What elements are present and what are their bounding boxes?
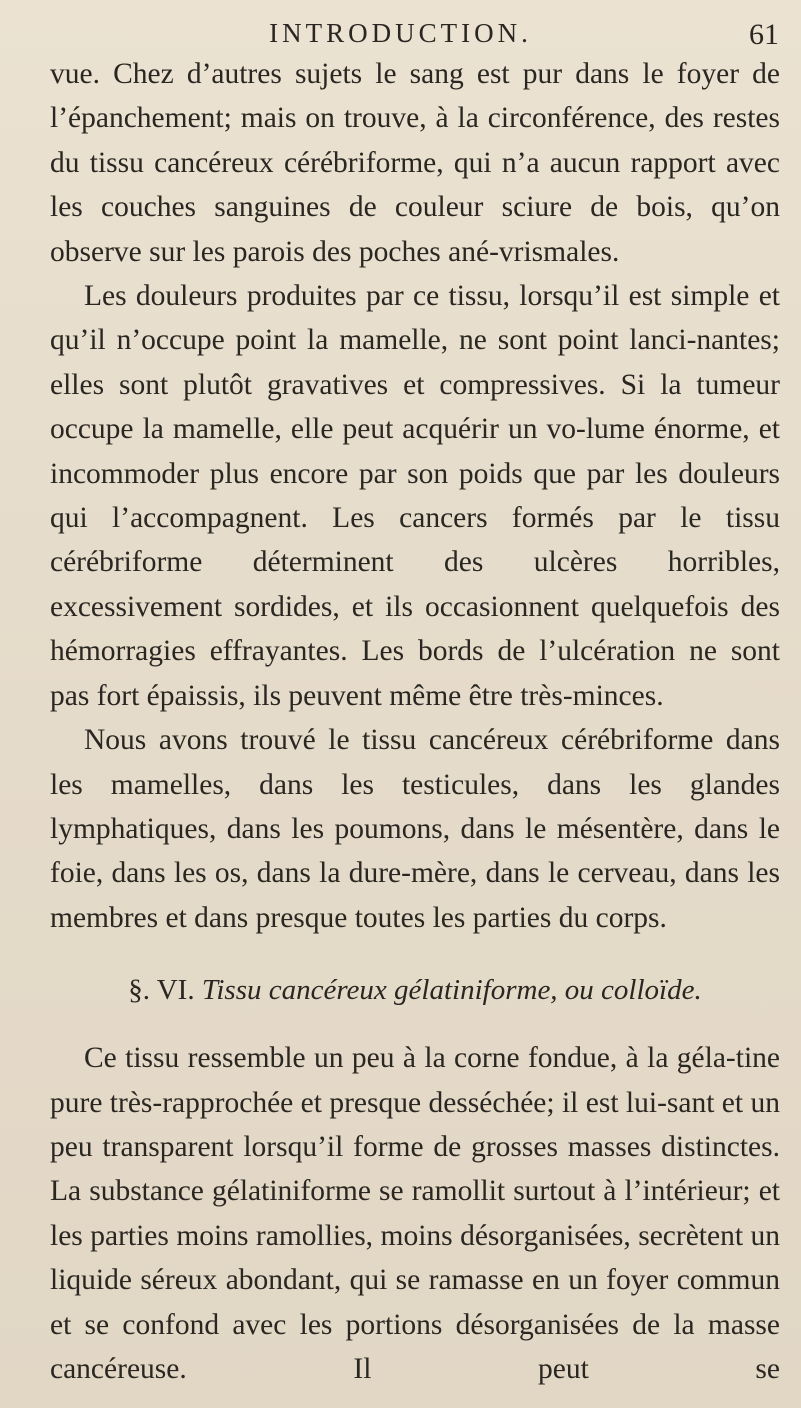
section-heading — [50, 968, 780, 1012]
section-title: Tissu cancéreux gélatiniforme, ou colloïde. — [201, 974, 702, 1007]
section-number: §. VI. — [128, 974, 195, 1007]
paragraph-locations: Nous avons trouvé le tissu cancéreux cérébriforme dans les mamelles, dans les testicules, dans les glandes lymphatiques, dans les poumons, dans le mésentère, dans le foie, dans les os, dans la dure-mère, dans le cerveau, dans les membres et dans presque toutes les parties du corps. — [50, 724, 780, 934]
paragraph-pain: Les douleurs produites par ce tissu, lorsqu’il est simple et qu’il n’occupe point la mamelle, ne sont point lanci-nantes; elles sont plutôt gravatives et compressives. Si la tumeur occupe la mamelle, elle peut acquérir un vo-lume énorme, et incommoder plus encore par son poids que par les douleurs qui l’accompagnent. Les cancers formés par le tissu cérébriforme déterminent des ulcères horribles, excessivement sordides, et ils occasionnent quelquefois des hémorragies effrayantes. Les bords de l’ulcération ne sont pas fort épaissis, ils peuvent même être très-minces. — [50, 280, 780, 712]
running-title: INTRODUCTION. — [269, 18, 532, 48]
paragraph-continuation: vue. Chez d’autres sujets le sang est pur dans le foyer de l’épanchement; mais on trouve, à la circonférence, des restes du tissu cancéreux cérébriforme, qui n’a aucun rapport avec les couches sanguines de couleur sciure de bois, qu’on observe sur les parois des poches ané-vrismales. — [50, 58, 780, 268]
paragraph-gelatiniform: Ce tissu ressemble un peu à la corne fondue, à la géla-tine pure très-rapprochée et presque desséchée; il est lui-sant et un peu transparent lorsqu’il forme de grosses masses distinctes. La substance gélatiniforme se ramollit surtout à l’intérieur; et les parties moins ramollies, moins désorganisées, secrètent un liquide séreux abondant, qui se ramasse en un foyer commun et se confond avec les portions désorganisées de la masse cancéreuse. Il peut se — [50, 1042, 780, 1385]
body-text — [50, 52, 780, 1391]
page-number: 61 — [749, 18, 779, 51]
